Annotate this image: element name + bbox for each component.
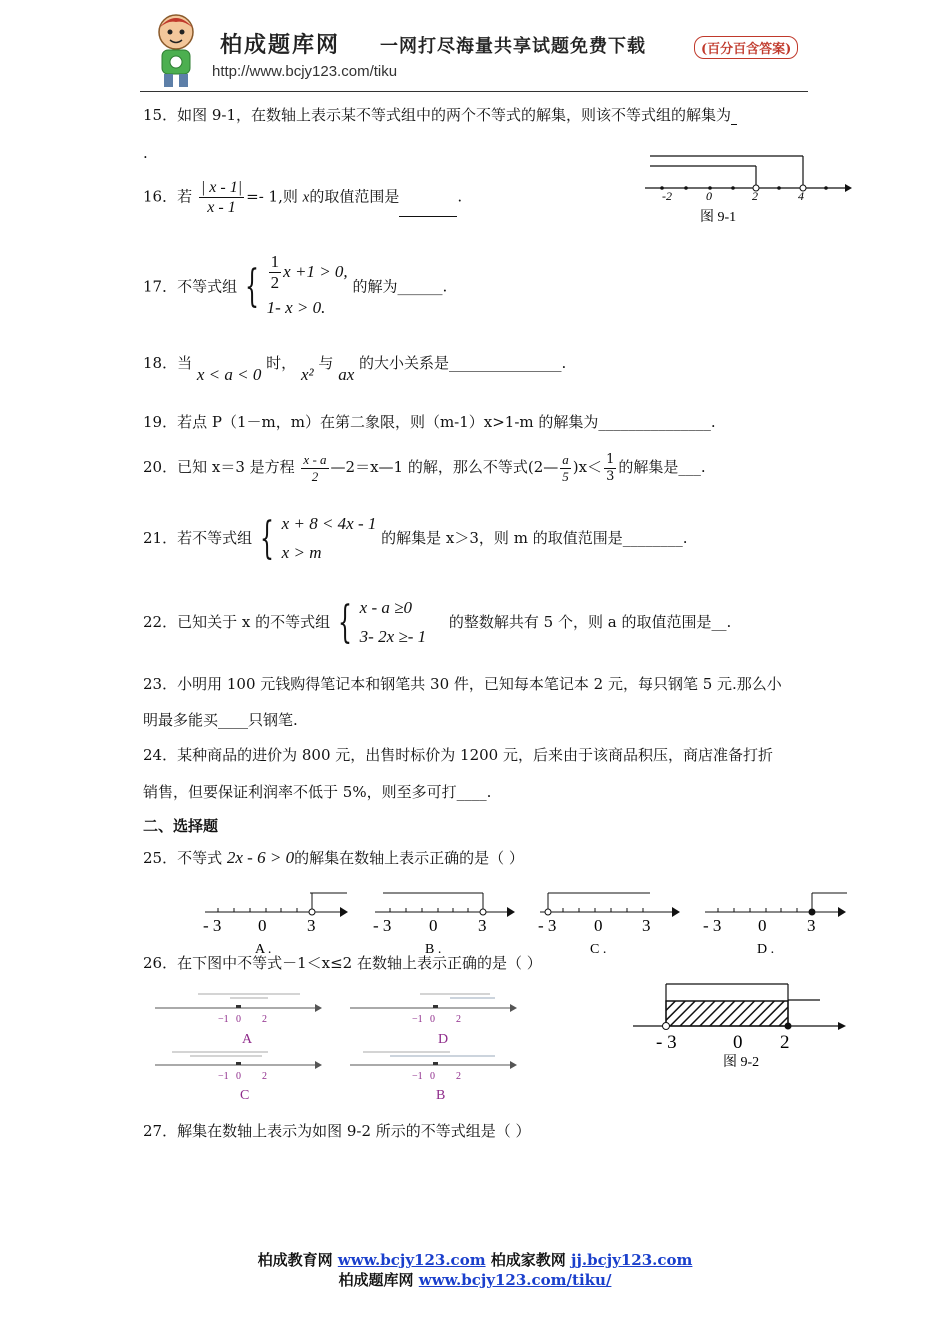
question-19: 19．若点 P（1－m，m）在第二象限，则（m-1）x>1-m 的解集为_______________.	[143, 413, 716, 431]
question-20: 20．已知 x＝3 是方程 $\frac{x - a}{2}$ —2＝x—1 的解，那么不等式(2— $\frac{a}{5}$ )x＜ $\frac{1}{3}$ 的解集是___.	[143, 452, 706, 484]
question-18: 18．当 x < a < 0 时， x² 与 ax 的大小关系是_______________.	[143, 354, 567, 384]
figure-9-1	[640, 148, 855, 228]
question-27: 27．解集在数轴上表示为如图 9-2 所示的不等式组是（ ）	[143, 1122, 531, 1140]
question-25: 25．不等式 2x - 6 > 0的解集在数轴上表示正确的是（ ）	[143, 848, 524, 867]
fig91-tick-neg2: -2	[662, 189, 672, 203]
mascot-logo	[146, 10, 208, 90]
svg-text:−1: −1	[412, 1071, 423, 1082]
fig92-caption: 图 9-2	[723, 1055, 760, 1070]
q26-label-a: A	[242, 1032, 253, 1047]
header-divider	[140, 91, 808, 92]
svg-text:2: 2	[456, 1014, 461, 1025]
q25-option-c	[538, 893, 680, 957]
fig92-tick-0: 0	[733, 1032, 743, 1053]
svg-text:−1: −1	[218, 1014, 229, 1025]
q26-option-a	[155, 994, 322, 1047]
q26-options	[150, 985, 530, 1110]
brand-slogan: 一网打尽海量共享试题免费下载	[380, 36, 646, 57]
svg-text:0: 0	[236, 1014, 241, 1025]
footer-link-tiku[interactable]: www.bcjy123.com/tiku/	[418, 1271, 612, 1289]
svg-text:0: 0	[594, 916, 603, 935]
footer-link-jj[interactable]: jj.bcjy123.com	[571, 1251, 693, 1269]
fig91-tick-0: 0	[706, 189, 712, 203]
svg-text:- 3: - 3	[203, 916, 222, 935]
q26-option-c	[155, 1052, 322, 1103]
svg-text:0: 0	[258, 916, 267, 935]
svg-text:3: 3	[642, 916, 651, 935]
question-23-line1: 23．小明用 100 元钱购得笔记本和钢笔共 30 件，已知每本笔记本 2 元，每只钢笔 5 元.那么小	[143, 675, 782, 693]
q26-option-d	[350, 994, 517, 1047]
svg-text:3: 3	[478, 916, 487, 935]
q25-label-a: A .	[255, 942, 272, 957]
fig92-tick-2: 2	[780, 1032, 790, 1053]
fig91-tick-2: 2	[752, 189, 758, 203]
q26-label-c: C	[240, 1088, 250, 1103]
footer-link-bcjy[interactable]: www.bcjy123.com	[337, 1251, 486, 1269]
footer-line-1: 柏成教育网 www.bcjy123.com 柏成家教网 jj.bcjy123.com	[257, 1251, 693, 1269]
header-url[interactable]: http://www.bcjy123.com/tiku	[212, 63, 398, 80]
svg-text:0: 0	[429, 916, 438, 935]
question-22: 22．已知关于 x 的不等式组 { x - a ≥0 3- 2x ≥- 1 的整数解共有 5 个，则 a 的取值范围是__.	[143, 596, 732, 648]
question-24-line2: 销售，但要保证利润率不低于 5%，则至多可打____.	[143, 783, 492, 801]
q25-label-b: B .	[425, 942, 442, 957]
question-15: 15．如图 9-1，在数轴上表示某不等式组中的两个不等式的解集，则该不等式组的解集为	[143, 104, 737, 125]
q25-label-c: C .	[590, 942, 607, 957]
fig91-caption: 图 9-1	[700, 210, 737, 225]
svg-text:2: 2	[456, 1071, 461, 1082]
svg-text:−1: −1	[412, 1014, 423, 1025]
svg-text:- 3: - 3	[373, 916, 392, 935]
brand-title: 柏成题库网	[220, 32, 341, 58]
svg-text:2: 2	[262, 1014, 267, 1025]
q26-option-b	[350, 1052, 517, 1103]
question-16: 16．若 $\frac{| x - 1|}{x - 1}$ =- 1,则 x的取值范围是 .	[143, 179, 463, 217]
question-17: 17．不等式组 { $\frac{1}{2}$ x +1 > 0, 1- x > 0. 的解为______.	[143, 252, 448, 317]
question-26: 26．在下图中不等式－1＜x≤2 在数轴上表示正确的是（ ）	[143, 954, 542, 972]
svg-text:−1: −1	[218, 1071, 229, 1082]
svg-text:0: 0	[758, 916, 767, 935]
q25-label-d: D .	[757, 942, 775, 957]
svg-text:- 3: - 3	[703, 916, 722, 935]
q26-label-d: D	[438, 1032, 449, 1047]
q25-options	[195, 885, 855, 960]
svg-text:3: 3	[807, 916, 816, 935]
footer-line-2: 柏成题库网 www.bcjy123.com/tiku/	[338, 1271, 612, 1289]
fig92-tick-neg3: - 3	[656, 1032, 677, 1053]
question-21: 21．若不等式组 { x + 8 < 4x - 1 x > m 的解集是 x＞3，则 m 的取值范围是________.	[143, 512, 688, 564]
q25-option-d	[703, 893, 847, 957]
svg-text:0: 0	[430, 1014, 435, 1025]
svg-text:3: 3	[307, 916, 316, 935]
svg-text:2: 2	[262, 1071, 267, 1082]
answer-badge: (百分百含答案)	[694, 36, 798, 59]
fig91-tick-4: 4	[798, 189, 804, 203]
svg-text:0: 0	[236, 1071, 241, 1082]
figure-9-2	[628, 978, 853, 1073]
q25-option-a	[203, 893, 348, 957]
question-23-line2: 明最多能买____只钢笔.	[143, 711, 298, 729]
q26-label-b: B	[436, 1088, 446, 1103]
svg-text:0: 0	[430, 1071, 435, 1082]
q25-option-b	[373, 893, 515, 957]
question-15-tail: .	[143, 144, 148, 162]
svg-text:- 3: - 3	[538, 916, 557, 935]
section-title: 二、选择题	[143, 817, 219, 835]
question-24-line1: 24．某种商品的进价为 800 元，出售时标价为 1200 元，后来由于该商品积压，商店准备打折	[143, 746, 773, 764]
